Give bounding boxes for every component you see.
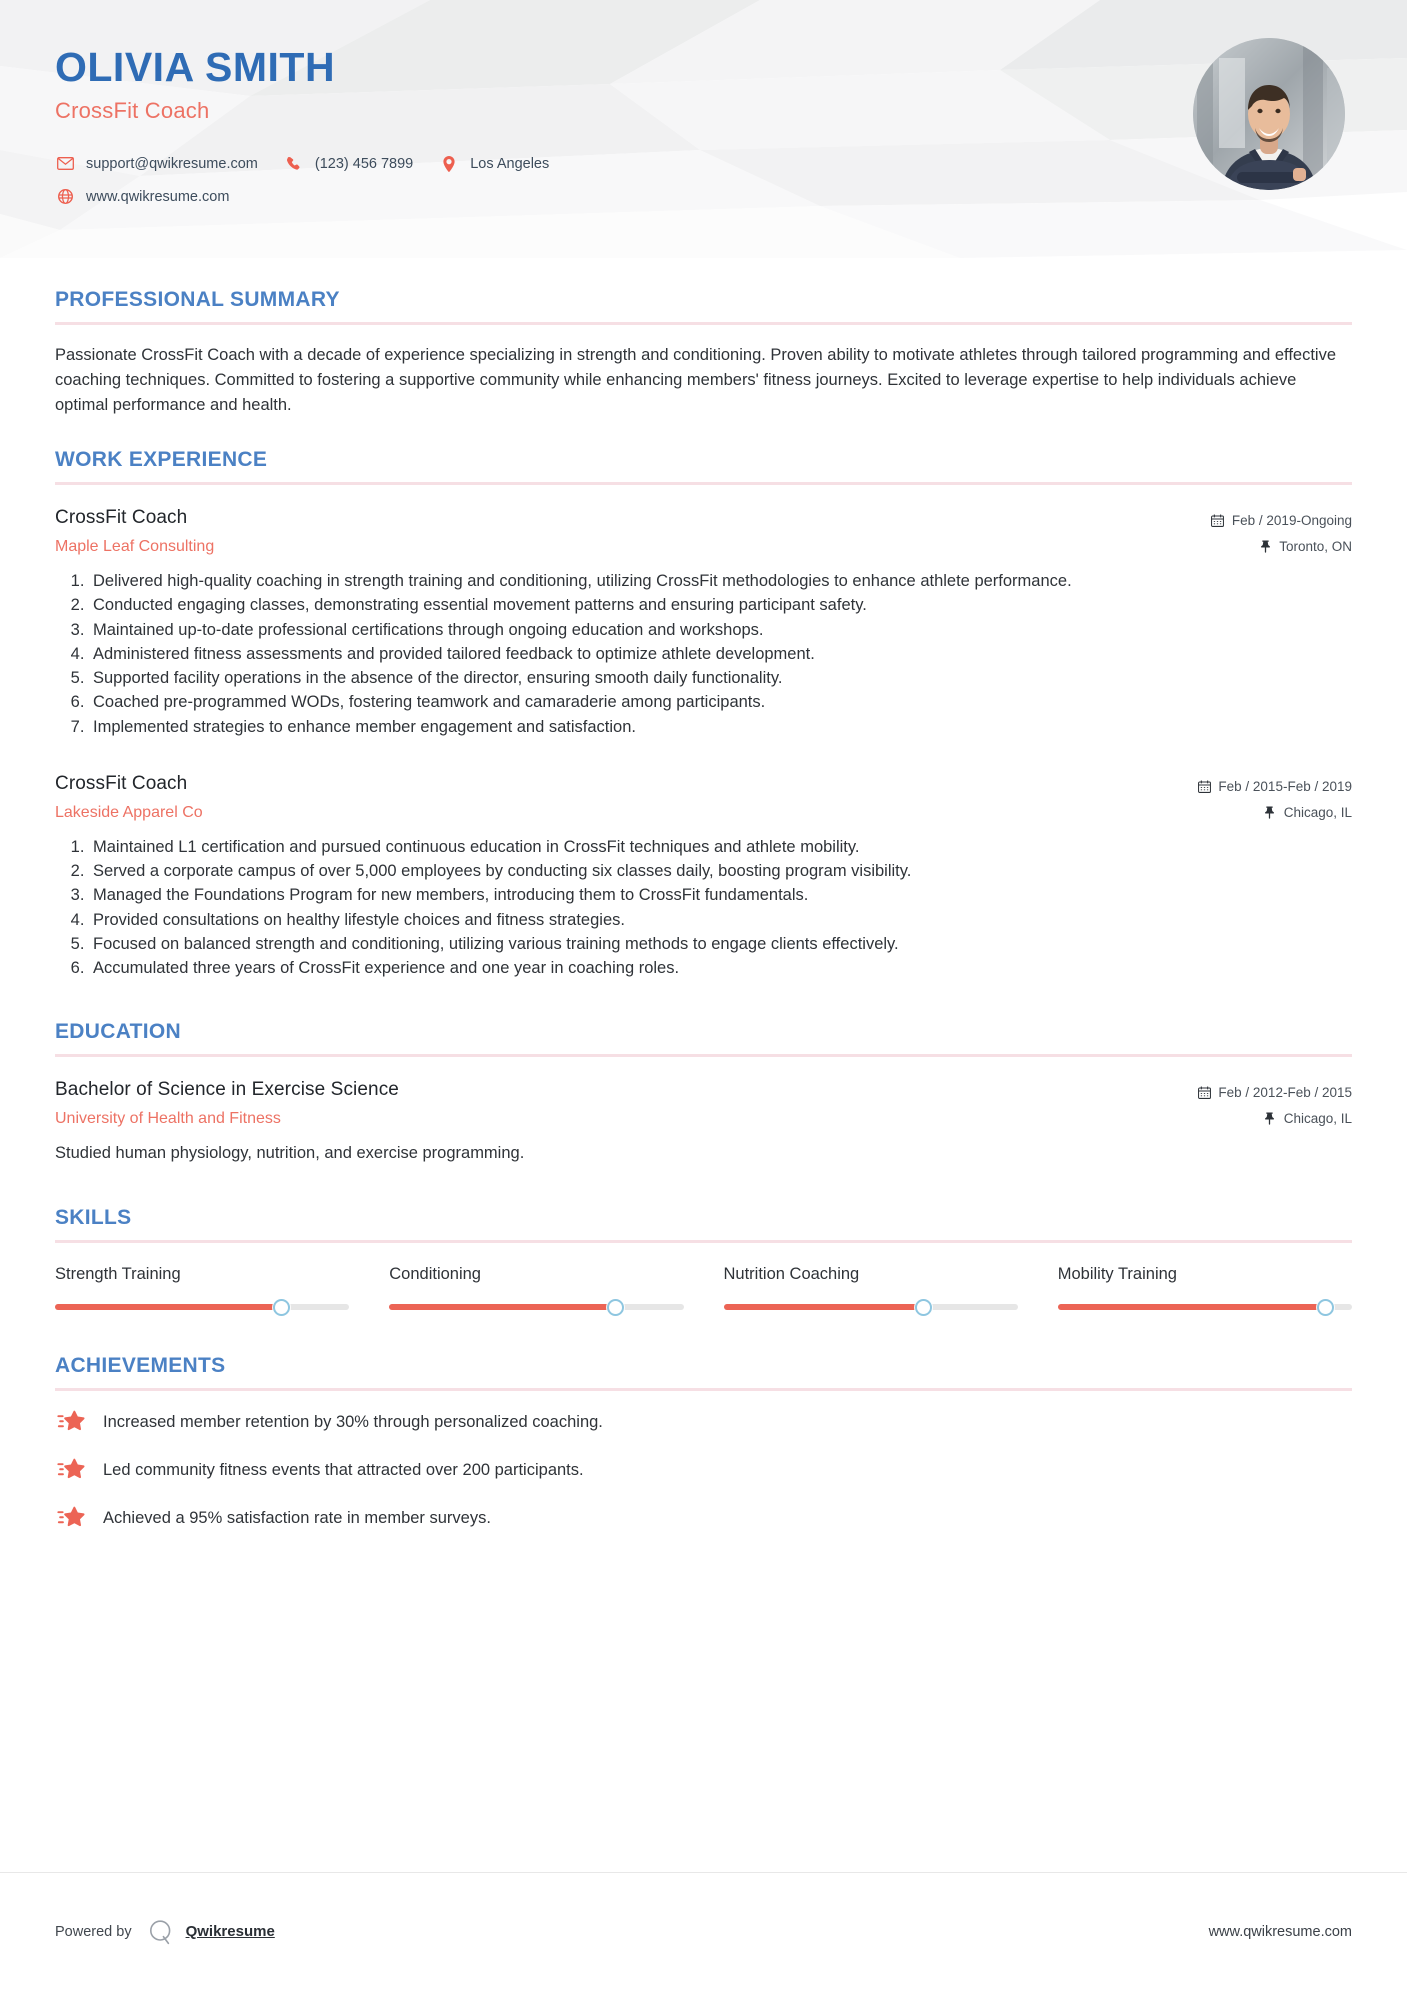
skill-item: [1058, 1265, 1352, 1310]
contact-details: [55, 147, 1407, 213]
work-entry-meta: [1211, 507, 1352, 554]
work-entry-bullets: [55, 569, 1352, 739]
education-entry-meta: [1197, 1079, 1352, 1126]
education-entry-date: [1197, 1085, 1352, 1100]
bullet-item: 2. Conducted engaging classes, demonstrating essential movement patterns and ensuring participant safety.: [89, 593, 1352, 617]
avatar: [1193, 38, 1345, 190]
skill-progress-fill: [55, 1304, 282, 1310]
skill-label: Conditioning: [389, 1265, 481, 1284]
calendar-icon: [1197, 779, 1211, 793]
contact-location-text: Los Angeles: [470, 155, 550, 172]
achievement-text: Led community fitness events that attracted over 200 participants.: [103, 1460, 584, 1479]
achievement-text: Achieved a 95% satisfaction rate in member surveys.: [103, 1508, 491, 1527]
section-title: EDUCATION: [55, 1020, 181, 1044]
work-entry-bullets: [55, 835, 1352, 981]
bullet-item: 1. Delivered high-quality coaching in strength training and conditioning, utilizing CrossFit methodologies to enhance athlete performance.: [89, 569, 1352, 593]
pushpin-icon: [1263, 805, 1277, 819]
skill-progress-knob[interactable]: [607, 1299, 624, 1316]
education-entry: [55, 1079, 1352, 1166]
shooting-star-icon: [55, 1409, 89, 1435]
contact-email-text: support@qwikresume.com: [86, 155, 258, 172]
achievement-item: [55, 1457, 1352, 1483]
education-entry-location: [1197, 1111, 1352, 1126]
skill-progress-track[interactable]: [724, 1304, 1018, 1310]
skill-progress-track[interactable]: [1058, 1304, 1352, 1310]
work-entry: [55, 773, 1352, 981]
education-entry-school: University of Health and Fitness: [55, 1110, 281, 1128]
work-entry-location: [1211, 539, 1352, 554]
skill-label: Strength Training: [55, 1265, 181, 1284]
bullet-item: 2. Served a corporate campus of over 5,000 employees by conducting six classes daily, boosting program visibility.: [89, 859, 1352, 883]
section-divider: [55, 322, 1352, 325]
powered-by-block: [55, 1917, 275, 1947]
powered-by-label: Powered by: [55, 1923, 132, 1940]
work-entry-title: CrossFit Coach: [55, 772, 188, 794]
pushpin-icon: [1263, 1112, 1277, 1126]
section-title: PROFESSIONAL SUMMARY: [55, 288, 340, 311]
skill-item: [389, 1265, 683, 1310]
bullet-item: 6. Accumulated three years of CrossFit experience and one year in coaching roles.: [89, 956, 1352, 980]
work-entry: [55, 507, 1352, 739]
bullet-item: 3. Managed the Foundations Program for new members, introducing them to CrossFit fundamentals.: [89, 883, 1352, 907]
education-entry-left: [55, 1079, 1197, 1128]
section-achievements: [55, 1354, 1352, 1531]
bullet-item: 3. Maintained up-to-date professional certifications through ongoing education and workshops.: [89, 618, 1352, 642]
work-entry-header: [55, 507, 1352, 556]
work-entry-title: CrossFit Coach: [55, 507, 188, 529]
work-entry-left: [55, 507, 1211, 556]
skill-progress-fill: [724, 1304, 924, 1310]
achievement-item: [55, 1409, 1352, 1435]
skill-progress-fill: [1058, 1304, 1326, 1310]
section-skills: [55, 1206, 1352, 1310]
shooting-star-icon: [55, 1505, 89, 1531]
skill-item: [55, 1265, 349, 1310]
skill-label: Nutrition Coaching: [723, 1265, 860, 1284]
work-entry-location-text: Toronto, ON: [1279, 539, 1352, 555]
work-entry-date: [1197, 779, 1352, 794]
achievement-text: Increased member retention by 30% through personalized coaching.: [103, 1412, 603, 1431]
education-entry-date-text: Feb / 2012-Feb / 2015: [1218, 1085, 1352, 1101]
calendar-icon: [1211, 514, 1225, 528]
work-entry-date-text: Feb / 2015-Feb / 2019: [1218, 778, 1352, 794]
section-divider: [55, 1240, 1352, 1243]
qwikresume-brand-link[interactable]: Qwikresume: [185, 1923, 275, 1940]
skill-progress-knob[interactable]: [915, 1299, 932, 1316]
contact-location: [439, 156, 549, 172]
skill-progress-track[interactable]: [389, 1304, 683, 1310]
section-divider: [55, 1054, 1352, 1057]
candidate-job-title: CrossFit Coach: [55, 98, 210, 124]
skill-progress-track[interactable]: [55, 1304, 349, 1310]
achievements-list: [55, 1409, 1352, 1531]
globe-icon: [55, 189, 75, 205]
work-entry-location: [1197, 805, 1352, 820]
work-entry-company: Lakeside Apparel Co: [55, 803, 203, 821]
resume-body: [0, 288, 1407, 1531]
work-entry-meta: [1197, 773, 1352, 820]
skills-grid: [55, 1265, 1352, 1310]
shooting-star-icon: [55, 1457, 89, 1483]
pushpin-icon: [1258, 540, 1272, 554]
skill-item: [724, 1265, 1018, 1310]
contact-phone-text: (123) 456 7899: [314, 155, 414, 172]
contact-email[interactable]: [55, 156, 258, 172]
education-entry-degree: Bachelor of Science in Exercise Science: [55, 1079, 399, 1101]
bullet-item: 4. Administered fitness assessments and provided tailored feedback to optimize athlete development.: [89, 642, 1352, 666]
work-entry-date-text: Feb / 2019-Ongoing: [1231, 513, 1352, 529]
section-professional-summary: [55, 288, 1352, 418]
achievement-item: [55, 1505, 1352, 1531]
section-education: [55, 1020, 1352, 1166]
work-entry-date: [1211, 513, 1352, 528]
section-title: ACHIEVEMENTS: [55, 1354, 226, 1378]
contact-website[interactable]: [55, 189, 229, 205]
bullet-item: 5. Focused on balanced strength and conditioning, utilizing various training methods to engage clients effectively.: [89, 932, 1352, 956]
education-entry-note: Studied human physiology, nutrition, and exercise programming.: [55, 1144, 525, 1163]
skill-progress-fill: [389, 1304, 616, 1310]
summary-text: Passionate CrossFit Coach with a decade of experience specializing in strength and conditioning. Proven ability to motivate athletes through tailored programming and effective coaching techniques. Committed to fostering a supportive community while enhancing members' fitness journeys. Excited to leverage expertise to help individuals achieve optimal performance and health.: [55, 346, 1337, 415]
calendar-icon: [1197, 1086, 1211, 1100]
contact-phone[interactable]: [284, 156, 413, 172]
skill-label: Mobility Training: [1057, 1265, 1177, 1284]
bullet-item: 7. Implemented strategies to enhance member engagement and satisfaction.: [89, 715, 1352, 739]
contact-website-text: www.qwikresume.com: [86, 188, 230, 205]
work-entry-header: [55, 773, 1352, 822]
section-title: WORK EXPERIENCE: [55, 448, 268, 472]
resume-header: [0, 0, 1407, 258]
section-title: SKILLS: [55, 1206, 132, 1230]
resume-footer: [0, 1872, 1407, 1990]
skill-progress-knob[interactable]: [1317, 1299, 1334, 1316]
qwikresume-logo-icon: [146, 1917, 176, 1947]
section-divider: [55, 482, 1352, 485]
bullet-item: 5. Supported facility operations in the absence of the director, ensuring smooth daily functionality.: [89, 666, 1352, 690]
candidate-name: OLIVIA SMITH: [55, 44, 336, 90]
contact-row-website: [55, 180, 1407, 213]
bullet-item: 4. Provided consultations on healthy lifestyle choices and fitness strategies.: [89, 908, 1352, 932]
profile-photo: [1193, 38, 1345, 190]
work-entry-location-text: Chicago, IL: [1283, 804, 1352, 820]
footer-url[interactable]: www.qwikresume.com: [1208, 1923, 1352, 1940]
work-entry-company: Maple Leaf Consulting: [55, 538, 215, 556]
work-entry-left: [55, 773, 1197, 822]
education-entry-location-text: Chicago, IL: [1283, 1111, 1352, 1127]
email-icon: [55, 156, 75, 172]
section-work-experience: [55, 448, 1352, 980]
skill-progress-knob[interactable]: [273, 1299, 290, 1316]
education-entry-header: [55, 1079, 1352, 1128]
section-divider: [55, 1388, 1352, 1391]
bullet-item: 6. Coached pre-programmed WODs, fostering teamwork and camaraderie among participants.: [89, 690, 1352, 714]
location-pin-icon: [439, 156, 459, 172]
bullet-item: 1. Maintained L1 certification and pursued continuous education in CrossFit techniques and athlete mobility.: [89, 835, 1352, 859]
phone-icon: [284, 156, 304, 172]
